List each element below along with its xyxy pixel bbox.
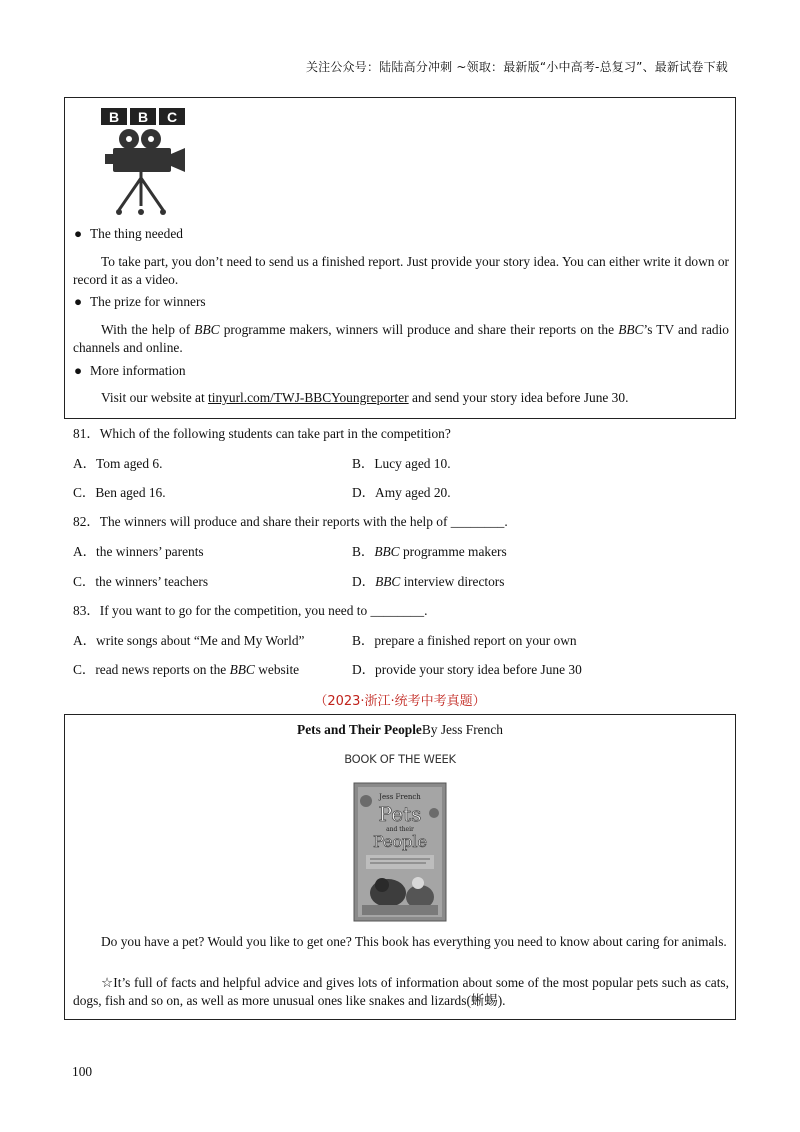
review-paragraph-2: ☆It’s full of facts and helpful advice and gives lots of information about some of the most popular pets such as cats, dogs, fish and so on, as well as more unusual ones like snakes and lizards(蜥蜴). — [73, 975, 729, 1008]
bbc-letter-2: B — [137, 109, 149, 125]
q81-option-d: D．Amy aged 20. — [352, 485, 451, 500]
cover-title-people: People — [373, 832, 427, 851]
cover-author: Jess French — [379, 793, 421, 801]
book-title-line: Pets and Their PeopleBy Jess French — [297, 722, 503, 737]
question-83-stem: 83．If you want to go for the competition, you need to ________. — [73, 603, 428, 618]
q83-option-d: D．provide your story idea before June 30 — [352, 662, 582, 677]
review-paragraph-1: Do you have a pet? Would you like to get one? This book has everything you need to know about caring for animals. — [101, 934, 727, 949]
question-81-stem: 81．Which of the following students can take part in the competition? — [73, 426, 451, 441]
q83-option-c: C．read news reports on the BBC website — [73, 662, 300, 677]
section-title-thing-needed: ● The thing needed — [74, 226, 183, 241]
book-of-the-week-label: BOOK OF THE WEEK — [344, 752, 456, 766]
cover-title-pets: Pets — [378, 802, 422, 826]
q82-option-d: D．BBC interview directors — [352, 574, 505, 589]
page-number: 100 — [72, 1064, 93, 1079]
q83-option-a: A．write songs about “Me and My World” — [73, 633, 305, 648]
book-cover-image — [352, 781, 448, 923]
section-body-prize: With the help of BBC programme makers, winners will produce and share their reports on the BBC’s TV and radio channels and online. — [73, 322, 730, 355]
q82-option-b: B．BBC programme makers — [352, 544, 507, 559]
q81-option-a: A．Tom aged 6. — [73, 456, 163, 471]
section-body-more-info: Visit our website at tinyurl.com/TWJ-BBCYoungreporter and send your story idea before June 30. — [101, 390, 629, 405]
source-citation: （2023·浙江·统考中考真题） — [314, 694, 486, 709]
q82-option-c: C．the winners’ teachers — [73, 574, 209, 589]
bullet-icon: ● — [74, 363, 83, 378]
bullet-icon: ● — [74, 294, 83, 309]
bbc-camera-logo — [99, 106, 195, 218]
book-review-box — [64, 714, 736, 1020]
q82-option-a: A．the winners’ parents — [73, 544, 204, 559]
bbc-letter-1: B — [108, 109, 120, 125]
page-header: 关注公众号：陆陆高分冲刺 ~领取：最新版“小中高考-总复习”、最新试卷下载 — [305, 60, 728, 74]
section-title-more-info: ● More information — [74, 363, 186, 378]
q83-option-b: B．prepare a finished report on your own — [352, 633, 577, 648]
bbc-info-box — [64, 97, 736, 419]
cover-title-and-their: and their — [386, 826, 414, 833]
section-title-prize: ● The prize for winners — [74, 294, 206, 309]
section-body-thing-needed: To take part, you don’t need to send us a finished report. Just provide your story idea. You can either write it down or record it as a video. — [73, 254, 729, 287]
website-link[interactable]: tinyurl.com/TWJ-BBCYoungreporter — [208, 390, 409, 405]
q81-option-c: C．Ben aged 16. — [73, 485, 166, 500]
bbc-letter-3: C — [166, 109, 178, 125]
question-82-stem: 82．The winners will produce and share their reports with the help of ________. — [73, 514, 508, 529]
q81-option-b: B．Lucy aged 10. — [352, 456, 451, 471]
bullet-icon: ● — [74, 226, 83, 241]
